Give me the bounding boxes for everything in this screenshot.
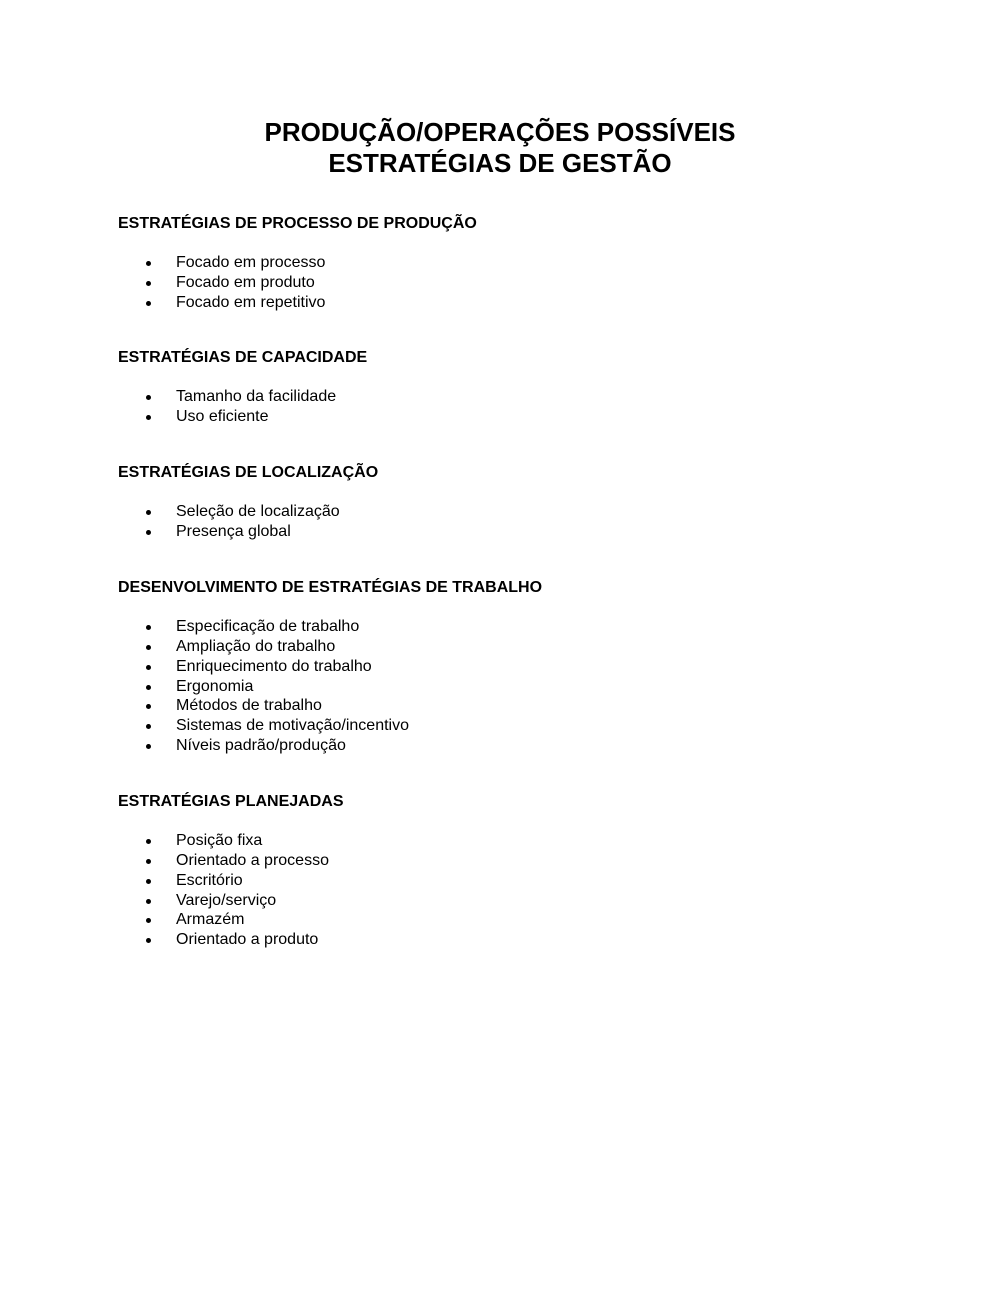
- list-item-label: Escritório: [176, 871, 243, 889]
- list-item: [118, 273, 918, 293]
- list-item-label: Presença global: [176, 522, 291, 540]
- list-item: [118, 930, 918, 950]
- bullet-icon: [146, 301, 151, 306]
- bullet-icon: [146, 281, 151, 286]
- list-item: [118, 637, 918, 657]
- list-item-label: Varejo/serviço: [176, 891, 277, 909]
- list-item: [118, 522, 918, 542]
- bullet-icon: [146, 839, 151, 844]
- list-item-label: Métodos de trabalho: [176, 697, 322, 715]
- bullet-icon: [146, 415, 151, 420]
- list-item: [118, 696, 918, 716]
- list-item-label: Tamanho da facilidade: [176, 388, 337, 405]
- list-item-label: Focado em processo: [176, 254, 326, 271]
- bullet-list: [118, 831, 918, 950]
- list-item: [118, 617, 918, 637]
- section-capacity: [118, 348, 918, 427]
- bullet-icon: [146, 879, 151, 884]
- section-heading: ESTRATÉGIAS DE PROCESSO DE PRODUÇÃO: [118, 215, 477, 232]
- list-item: [118, 716, 918, 736]
- bullet-icon: [146, 744, 151, 749]
- bullet-list: [118, 617, 918, 756]
- section-work-strategies: [118, 578, 918, 756]
- bullet-icon: [146, 859, 151, 864]
- section-heading: DESENVOLVIMENTO DE ESTRATÉGIAS DE TRABALHO: [118, 579, 543, 596]
- bullet-list: [118, 387, 918, 427]
- page-title-line-1: PRODUÇÃO/OPERAÇÕES POSSÍVEIS: [264, 117, 736, 147]
- bullet-icon: [146, 724, 151, 729]
- bullet-list: [118, 502, 918, 542]
- list-item: [118, 871, 918, 891]
- list-item-label: Uso eficiente: [176, 407, 269, 425]
- bullet-icon: [146, 395, 151, 400]
- bullet-icon: [146, 530, 151, 535]
- list-item: [118, 851, 918, 871]
- list-item: [118, 831, 918, 851]
- list-item: [118, 502, 918, 522]
- bullet-icon: [146, 625, 151, 630]
- list-item-label: Sistemas de motivação/incentivo: [176, 717, 409, 735]
- bullet-icon: [146, 704, 151, 709]
- list-item-label: Orientado a produto: [176, 931, 319, 949]
- list-item-label: Seleção de localização: [176, 503, 340, 520]
- list-item-label: Focado em produto: [176, 273, 315, 291]
- page-title: [0, 117, 1000, 179]
- list-item: [118, 387, 918, 407]
- list-item-label: Enriquecimento do trabalho: [176, 657, 372, 675]
- bullet-icon: [146, 261, 151, 266]
- bullet-icon: [146, 510, 151, 515]
- bullet-list: [118, 253, 918, 313]
- list-item-label: Armazém: [176, 911, 245, 929]
- bullet-icon: [146, 685, 151, 690]
- bullet-icon: [146, 665, 151, 670]
- section-location: [118, 463, 918, 542]
- list-item: [118, 293, 918, 313]
- list-item-label: Ampliação do trabalho: [176, 637, 336, 655]
- list-item: [118, 657, 918, 677]
- bullet-icon: [146, 899, 151, 904]
- section-production-process: [118, 214, 918, 313]
- section-heading: ESTRATÉGIAS DE CAPACIDADE: [118, 349, 368, 366]
- page-title-line-2: ESTRATÉGIAS DE GESTÃO: [328, 148, 672, 178]
- list-item: [118, 253, 918, 273]
- list-item-label: Orientado a processo: [176, 851, 329, 869]
- list-item-label: Níveis padrão/produção: [176, 737, 346, 755]
- list-item: [118, 891, 918, 911]
- list-item: [118, 910, 918, 930]
- bullet-icon: [146, 938, 151, 943]
- list-item-label: Ergonomia: [176, 677, 254, 695]
- list-item-label: Posição fixa: [176, 832, 263, 849]
- list-item: [118, 407, 918, 427]
- bullet-icon: [146, 918, 151, 923]
- section-planned-strategies: [118, 792, 918, 950]
- list-item-label: Especificação de trabalho: [176, 618, 360, 635]
- list-item-label: Focado em repetitivo: [176, 293, 326, 311]
- section-heading: ESTRATÉGIAS PLANEJADAS: [118, 793, 344, 810]
- bullet-icon: [146, 645, 151, 650]
- section-heading: ESTRATÉGIAS DE LOCALIZAÇÃO: [118, 464, 379, 481]
- list-item: [118, 736, 918, 756]
- list-item: [118, 677, 918, 697]
